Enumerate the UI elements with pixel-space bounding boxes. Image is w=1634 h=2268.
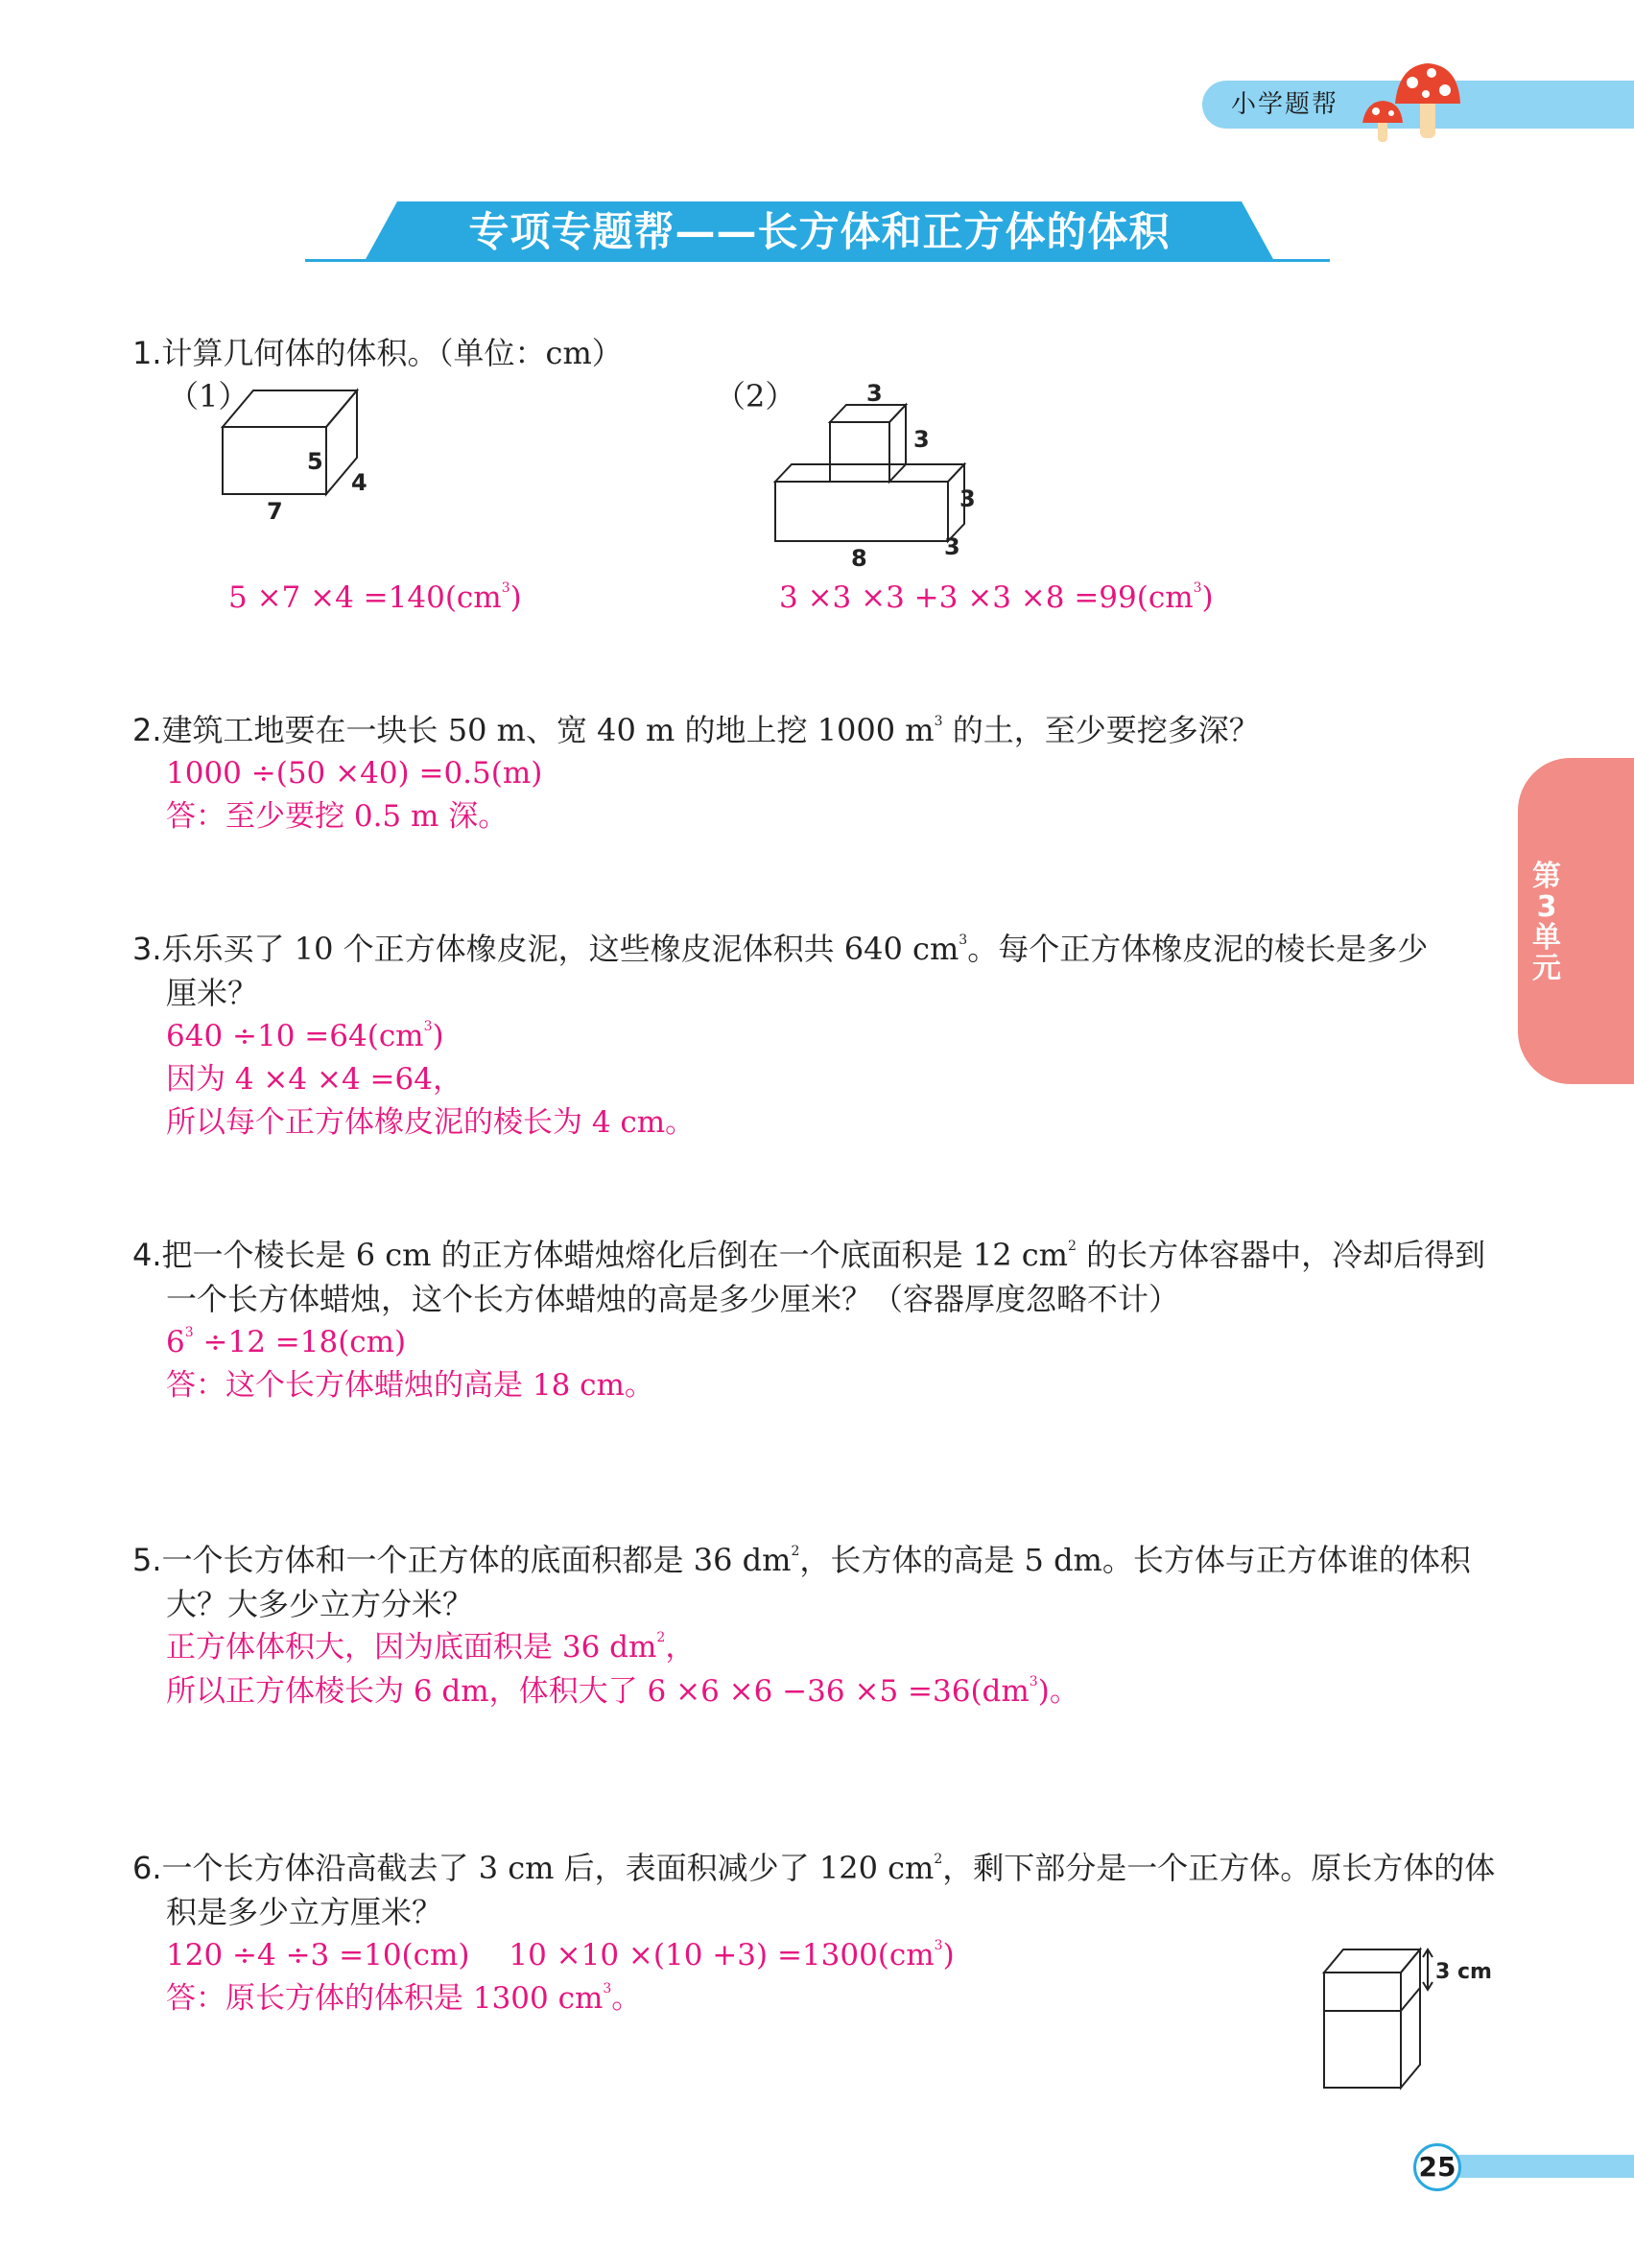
q6-answer-1 <box>166 1933 955 1977</box>
q6-text-tail: ，剩下部分是一个正方体。原长方体的体 <box>942 1850 1496 1886</box>
q1-answer-2-tail: ) <box>1201 580 1214 615</box>
q1-fig2-dim: 3 <box>866 380 883 407</box>
page-number: 25 <box>1418 2151 1456 2183</box>
q6-sup: 2 <box>934 1852 943 1867</box>
q5-number: 5. <box>132 1542 162 1578</box>
q2-number: 2. <box>132 712 162 748</box>
q5-answer-2-pre: 所以正方体棱长为 6 dm，体积大了 6 ×6 ×6 −36 ×5 =36(dm <box>166 1674 1030 1709</box>
q2-answer-1: 1000 ÷(50 ×40) =0.5(m) <box>166 756 543 791</box>
q3-answer-1-sup: 3 <box>423 1019 433 1034</box>
q6-answer-1-post: ) <box>942 1938 955 1973</box>
q1-fig1-dim: 7 <box>267 498 283 525</box>
q5-answer-1-pre: 正方体体积大，因为底面积是 36 dm <box>166 1630 657 1665</box>
q1-fig1-dim: 5 <box>307 448 323 475</box>
q1-fig2-dim: 3 <box>944 533 960 560</box>
q1-fig2-dim: 3 <box>959 485 976 512</box>
q1-cuboid-figure <box>211 379 384 532</box>
q3-question <box>132 927 1428 971</box>
q4-question-line2: 一个长方体蜡烛，这个长方体蜡烛的高是多少厘米？（容器厚度忽略不计） <box>166 1281 1180 1317</box>
q3-answer-1 <box>166 1014 444 1058</box>
q5-sup: 2 <box>791 1544 800 1559</box>
q6-cuboid-figure <box>1314 1940 1506 2093</box>
q4-question <box>132 1233 1485 1277</box>
q1-answer-1 <box>228 576 522 620</box>
q6-answer-2-sup: 3 <box>603 1981 612 1996</box>
q4-number: 4. <box>132 1237 162 1273</box>
q3-sup: 3 <box>959 933 968 948</box>
q5-text-tail: ，长方体的高是 5 dm。长方体与正方体谁的体积 <box>799 1542 1471 1578</box>
unit-tab-char: 单 <box>1532 921 1561 955</box>
q6-number: 6. <box>132 1850 162 1886</box>
q1-fig2-dim: 3 <box>913 426 930 453</box>
q3-answer-1-main: 640 ÷10 =64(cm <box>166 1019 424 1053</box>
q5-question <box>132 1538 1471 1582</box>
footer-bar <box>1439 2155 1634 2178</box>
unit-tab-label <box>1527 862 1566 984</box>
q1-fig2-dim: 8 <box>851 545 867 572</box>
q2-sup: 3 <box>934 714 943 729</box>
q5-answer-1-post: ， <box>665 1630 696 1665</box>
q3-number: 3. <box>132 931 162 967</box>
q3-answer-3: 所以每个正方体橡皮泥的棱长为 4 cm。 <box>166 1105 696 1140</box>
q1-answer-1-main: 5 ×7 ×4 =140(cm <box>228 580 502 615</box>
q5-answer-1 <box>166 1625 695 1669</box>
q2-answer-2: 答：至少要挖 0.5 m 深。 <box>166 799 509 834</box>
q4-answer-1 <box>166 1320 406 1364</box>
unit-tab-char: 3 <box>1536 890 1557 924</box>
q6-answer-1-sup: 3 <box>934 1938 943 1953</box>
q5-answer-2-sup: 3 <box>1029 1674 1038 1689</box>
q1-fig1-label: （1） <box>168 378 249 414</box>
q1-text: 计算几何体的体积。（单位：cm） <box>161 335 623 371</box>
q6-answer-2-post: 。 <box>611 1981 642 2016</box>
q4-sup: 2 <box>1068 1239 1077 1254</box>
q1-composite-figure <box>768 374 998 576</box>
q2-text-tail: 的土，至少要挖多深？ <box>942 712 1260 748</box>
q4-answer-1-post: ÷12 =18(cm) <box>193 1325 407 1359</box>
q2-text: 建筑工地要在一块长 50 m、宽 40 m 的地上挖 1000 m <box>161 712 935 748</box>
q3-answer-2: 因为 4 ×4 ×4 =64， <box>166 1062 462 1097</box>
q4-answer-1-sup: 3 <box>184 1325 194 1340</box>
q1-number: 1. <box>132 335 162 371</box>
q5-question-line2: 大？大多少立方分米？ <box>166 1586 474 1622</box>
q5-answer-2-post: )。 <box>1037 1674 1079 1709</box>
q1-fig2-label: （2） <box>715 378 796 414</box>
q3-question-line2: 厘米？ <box>166 975 259 1011</box>
q4-answer-2: 答：这个长方体蜡烛的高是 18 cm。 <box>166 1368 654 1403</box>
q6-answer-1-pre: 120 ÷4 ÷3 =10(cm) 10 ×10 ×(10 +3) =1300(cm <box>166 1938 935 1973</box>
q6-figure-label: 3 cm <box>1435 1960 1492 1984</box>
q4-text: 把一个棱长是 6 cm 的正方体蜡烛熔化后倒在一个底面积是 12 cm <box>161 1237 1069 1273</box>
q3-text-tail: 。每个正方体橡皮泥的棱长是多少 <box>967 931 1429 967</box>
q1-answer-1-sup: 3 <box>501 580 510 596</box>
unit-tab-char: 第 <box>1532 860 1561 893</box>
q6-answer-2 <box>166 1976 641 2020</box>
q2-question <box>132 708 1260 752</box>
q5-answer-1-sup: 2 <box>656 1630 666 1645</box>
q3-answer-1-tail: ) <box>432 1019 444 1053</box>
q1-question <box>132 331 623 375</box>
q5-text: 一个长方体和一个正方体的底面积都是 36 dm <box>161 1542 792 1578</box>
q6-text: 一个长方体沿高截去了 3 cm 后，表面积减少了 120 cm <box>161 1850 935 1886</box>
q6-answer-2-pre: 答：原长方体的体积是 1300 cm <box>166 1981 604 2016</box>
q1-fig1-dim: 4 <box>351 469 367 496</box>
page-title: 专项专题帮——长方体和正方体的体积 <box>468 208 1171 255</box>
header-brand-text: 小学题帮 <box>1231 90 1339 119</box>
q1-answer-2-sup: 3 <box>1193 580 1202 596</box>
q6-question-line2: 积是多少立方厘米？ <box>166 1894 443 1930</box>
q1-answer-2 <box>779 576 1214 620</box>
mushroom-icon <box>1351 56 1466 148</box>
unit-tab-char: 元 <box>1532 952 1561 985</box>
q3-text: 乐乐买了 10 个正方体橡皮泥，这些橡皮泥体积共 640 cm <box>161 931 959 967</box>
q4-text-tail: 的长方体容器中，冷却后得到 <box>1076 1237 1486 1273</box>
q1-answer-1-tail: ) <box>509 580 522 615</box>
q6-question <box>132 1846 1495 1890</box>
q4-answer-1-pre: 6 <box>166 1325 185 1359</box>
q5-answer-2 <box>166 1669 1079 1713</box>
q1-answer-2-main: 3 ×3 ×3 +3 ×3 ×8 =99(cm <box>779 580 1194 615</box>
